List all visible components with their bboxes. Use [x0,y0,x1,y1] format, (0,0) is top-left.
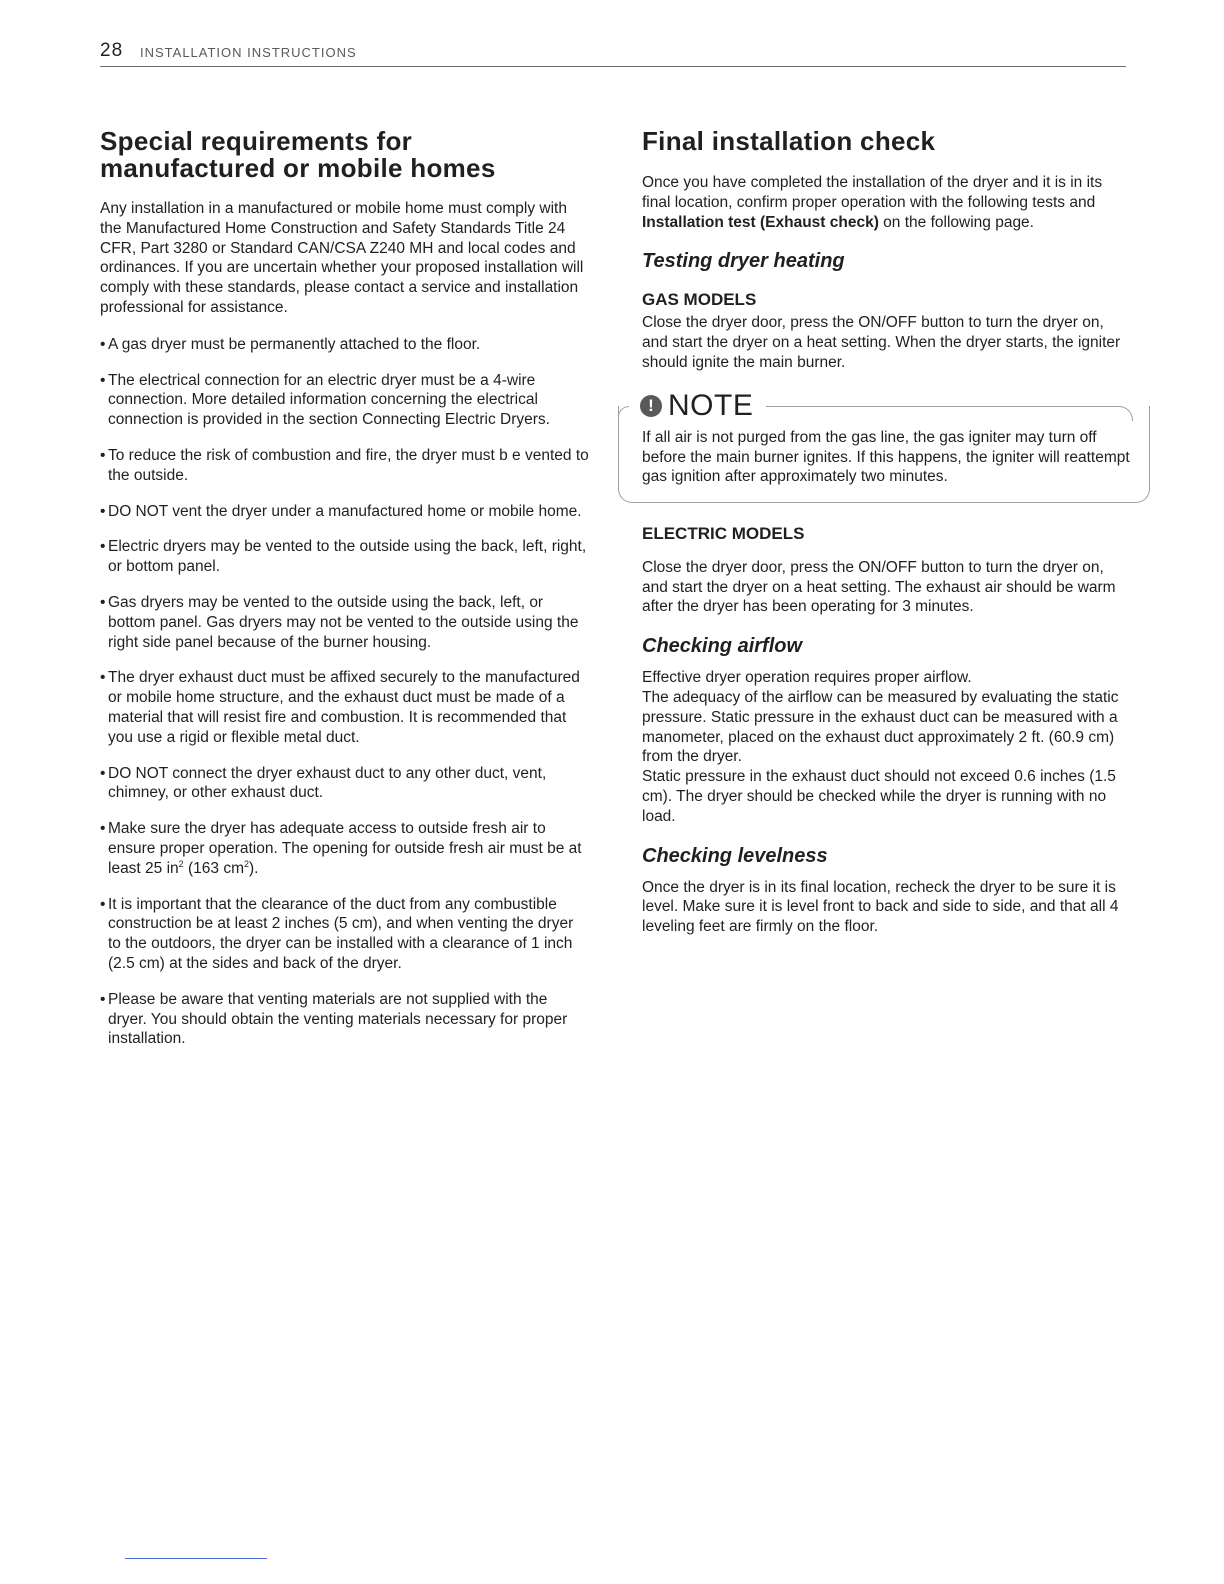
list-item: • Electric dryers may be vented to the outside using the back, left, right, or bottom panel. [100,538,587,576]
note-header [638,389,761,423]
levelness-text: Once the dryer is in its final location, recheck the dryer to be sure it is level. Make sure it is level front to back and side to side, and that all 4 leveling feet are firmly on the floor. [642,878,1119,936]
list-item: • The dryer exhaust duct must be affixed securely to the manufactured or mobile home structure, and the exhaust duct must be made of a material that will resist fire and combustion. It is recommended that you use a rigid or flexible metal duct. [100,669,580,746]
electric-models-heading: ELECTRIC MODELS [642,523,805,543]
list-item: • The electrical connection for an electric dryer must be a 4-wire connection. More detailed information concerning the electrical connection is provided in the section Connecting Electric Dryers. [100,371,550,429]
footer-divider [125,1558,267,1559]
list-item: • Gas dryers may be vented to the outside using the back, left, or bottom panel. Gas dryers may not be vented to the outside using the right side panel because of the burner housing. [100,593,579,651]
section-name: INSTALLATION INSTRUCTIONS [140,45,357,60]
page-header [100,40,1126,67]
page-number: 28 [100,40,124,61]
list-item: • DO NOT vent the dryer under a manufactured home or mobile home. [100,502,582,520]
alert-icon: ! [640,395,662,417]
note-title: NOTE [668,388,754,422]
list-item: • Please be aware that venting materials are not supplied with the dryer. You should obtain the venting materials necessary for proper installation. [100,990,568,1048]
right-column [642,126,1130,937]
note-box [618,389,1150,493]
airflow-line-3: Static pressure in the exhaust duct should not exceed 0.6 inches (1.5 cm). The dryer should be checked while the dryer is running with no load. [642,768,1116,825]
final-check-intro: Once you have completed the installation of the dryer and it is in its final location, confirm proper operation with the following tests and Installation test (Exhaust check) on the following page. [642,174,1103,231]
mobile-homes-heading: Special requirements for manufactured or mobile homes [100,126,496,183]
list-item: • DO NOT connect the dryer exhaust duct to any other duct, vent, chimney, or other exhaust duct. [100,764,547,802]
final-check-heading: Final installation check [642,126,936,156]
list-item-fresh-air: • Make sure the dryer has adequate access to outside fresh air to ensure proper operation. The opening for outside fresh air must be at least 25 $in^2$ (163 $cm^2$). [100,820,582,877]
gas-models-heading: GAS MODELS [642,290,757,310]
left-column [100,128,590,1065]
checking-levelness-heading: Checking levelness [642,844,828,867]
electric-models-text: Close the dryer door, press the ON/OFF button to turn the dryer on, and start the dryer on a heat setting. The exhaust air should be warm after the dryer has been operating for 3 minutes. [642,558,1116,616]
list-item: • It is important that the clearance of the duct from any combustible construction be at least 2 inches (5 cm), and when venting the dryer to the outdoors, the dryer can be installed with a clearance of 1 inch (2.5 cm) at the sides and back of the dryer. [100,895,574,972]
gas-models-text: Close the dryer door, press the ON/OFF button to turn the dryer on, and start the dryer on a heat setting. When the dryer starts, the igniter should ignite the main burner. [642,314,1121,371]
list-item: • A gas dryer must be permanently attached to the floor. [100,335,481,353]
checking-airflow-heading: Checking airflow [642,635,803,658]
airflow-line-2: The adequacy of the airflow can be measured by evaluating the static pressure. Static pressure in the exhaust duct can be measured with a manometer, placed on the exhaust duct approximately 2 ft. (60.9 cm) from the dryer. [642,688,1119,766]
note-text: If all air is not purged from the gas line, the gas igniter may turn off before the main burner ignites. If this happens, the igniter will reattempt gas ignition after approximately two minutes. [642,428,1130,486]
testing-heating-heading: Testing dryer heating [642,250,845,273]
requirements-list [100,335,590,1049]
mobile-homes-intro: Any installation in a manufactured or mobile home must comply with the Manufactured Home Construction and Safety Standards Title 24 CFR, Part 3280 or Standard CAN/CSA Z240 MH and local codes and ordinances. If you are uncertain whether your proposed installation will comply with these standards, please contact a service and installation professional for assistance. [100,200,584,316]
airflow-line-1: Effective dryer operation requires proper airflow. [642,669,972,687]
list-item: • To reduce the risk of combustion and fire, the dryer must b e vented to the outside. [100,446,589,484]
